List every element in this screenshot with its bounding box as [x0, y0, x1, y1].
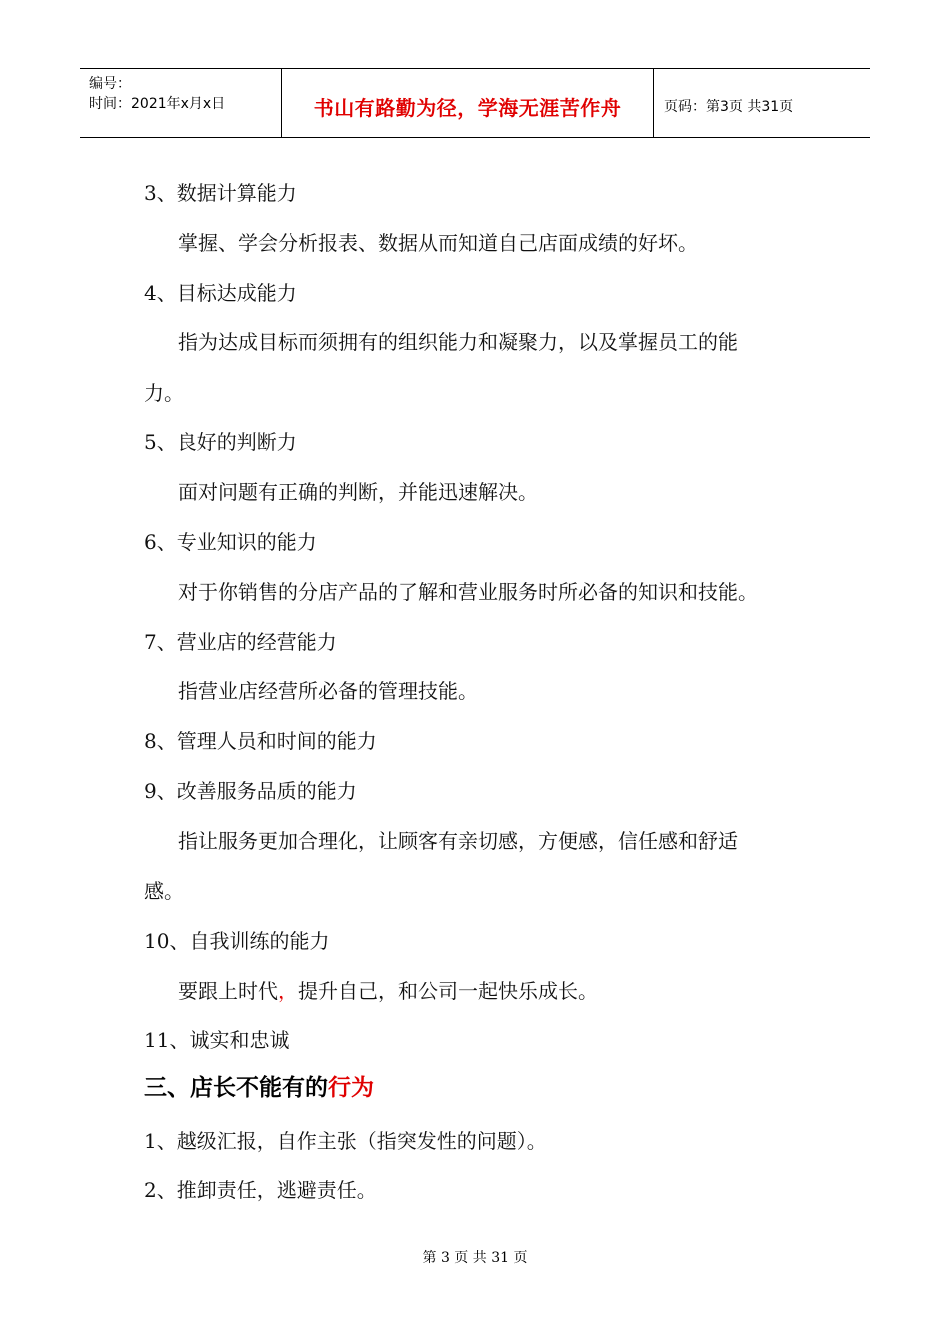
behavior-item-2: 2、推卸责任，逃避责任。	[144, 1178, 377, 1202]
document-number-label: 编号：	[89, 76, 131, 92]
header-motto: 书山有路勤为径，学海无涯苦作舟	[313, 96, 622, 120]
section-item-10-text	[178, 979, 598, 1003]
heading-text-black: 三、店长不能有的	[144, 1075, 328, 1101]
section-item-3-title: 3、数据计算能力	[144, 181, 297, 205]
section-item-3-text: 掌握、学会分析报表、数据从而知道自己店面成绩的好坏。	[178, 231, 698, 255]
section-item-11-title: 11、诚实和忠诚	[144, 1028, 290, 1052]
section-heading-3	[144, 1074, 374, 1102]
section-item-4-text-cont: 力。	[144, 381, 184, 405]
section-item-7-text: 指营业店经营所必备的管理技能。	[178, 679, 478, 703]
section-item-5-text: 面对问题有正确的判断，并能迅速解决。	[178, 480, 538, 504]
heading-text-red: 行为	[328, 1075, 374, 1101]
section-item-5-title: 5、良好的判断力	[144, 430, 297, 454]
section-item-9-title: 9、改善服务品质的能力	[144, 779, 357, 803]
section-item-6-title: 6、专业知识的能力	[144, 530, 317, 554]
section-item-4-title: 4、目标达成能力	[144, 281, 297, 305]
document-date-label: 时间：2021年x月x日	[89, 96, 226, 112]
section-item-6-text: 对于你销售的分店产品的了解和营业服务时所必备的知识和技能。	[178, 580, 758, 604]
header-page-info: 页码：第3页 共31页	[664, 99, 794, 115]
section-item-10-title: 10、自我训练的能力	[144, 929, 330, 953]
header-meta-cell	[80, 69, 282, 137]
section-item-9-text: 指让服务更加合理化，让顾客有亲切感，方便感，信任感和舒适	[178, 829, 738, 853]
section-item-4-text: 指为达成目标而须拥有的组织能力和凝聚力，以及掌握员工的能	[178, 330, 738, 354]
item-10-text-part-a: 要跟上时代	[178, 979, 278, 1003]
item-10-text-part-b: 提升自己，和公司一起快乐成长。	[298, 979, 598, 1003]
behavior-item-1: 1、越级汇报，自作主张（指突发性的问题）。	[144, 1129, 547, 1153]
section-item-7-title: 7、营业店的经营能力	[144, 630, 337, 654]
page-header	[80, 68, 870, 138]
page-footer: 第 3 页 共 31 页	[422, 1250, 528, 1266]
section-item-9-text-cont: 感。	[144, 879, 184, 903]
section-item-8-title: 8、管理人员和时间的能力	[144, 729, 377, 753]
item-10-red-comma: ，	[278, 979, 298, 1003]
header-motto-cell	[282, 69, 654, 137]
header-page-cell	[654, 69, 870, 137]
